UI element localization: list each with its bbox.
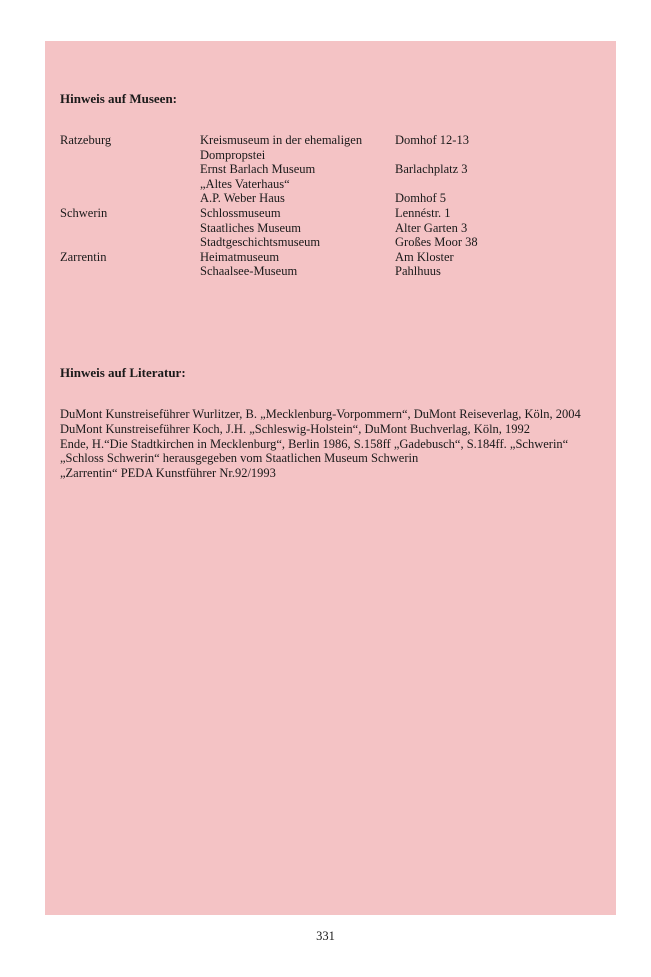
museum-name: Ernst Barlach Museum xyxy=(200,162,316,177)
museum-address: Barlachplatz 3 xyxy=(395,162,468,177)
museum-city: Ratzeburg xyxy=(60,133,112,147)
museum-city xyxy=(60,235,200,250)
page-number: 331 xyxy=(316,929,335,943)
literature-entry: „Schloss Schwerin“ herausgegeben vom Staatlichen Museum Schwerin xyxy=(60,451,419,466)
museum-address xyxy=(395,148,535,163)
museum-address: Alter Garten 3 xyxy=(395,220,468,235)
museum-address: Domhof 5 xyxy=(395,191,447,206)
museum-row xyxy=(60,133,535,148)
museum-city xyxy=(60,264,200,279)
museum-name: Stadtgeschichtsmuseum xyxy=(200,235,321,250)
literature-heading: Hinweis auf Literatur: xyxy=(60,365,186,380)
museums-heading: Hinweis auf Museen: xyxy=(60,91,177,106)
museum-city xyxy=(60,221,200,236)
museum-row xyxy=(60,250,535,265)
museum-row xyxy=(60,264,535,279)
museum-name: Schaalsee-Museum xyxy=(200,264,298,279)
museum-address: Domhof 12-13 xyxy=(395,133,469,147)
museum-city xyxy=(60,162,200,177)
museums-table xyxy=(60,133,535,279)
museum-row xyxy=(60,206,535,221)
museum-name: Heimatmuseum xyxy=(200,249,280,264)
museum-row xyxy=(60,177,535,192)
museum-row xyxy=(60,221,535,236)
museum-address: Pahlhuus xyxy=(395,264,441,279)
literature-entry: Ende, H.“Die Stadtkirchen in Mecklenburg“, Berlin 1986, S.158ff „Gadebusch“, S.184ff. „Schwerin“ xyxy=(60,436,569,451)
museum-address xyxy=(395,177,535,192)
museum-address: Lennéstr. 1 xyxy=(395,205,451,220)
literature-entry: DuMont Kunstreiseführer Koch, J.H. „Schleswig-Holstein“, DuMont Buchverlag, Köln, 1992 xyxy=(60,421,531,436)
literature-entry: DuMont Kunstreiseführer Wurlitzer, B. „Mecklenburg-Vorpommern“, DuMont Reiseverlag, Köln, 2004 xyxy=(60,407,581,421)
museum-name: Dompropstei xyxy=(200,147,266,162)
museum-name: Kreismuseum in der ehemaligen xyxy=(200,133,363,147)
museum-row xyxy=(60,191,535,206)
museum-name: „Altes Vaterhaus“ xyxy=(200,176,290,191)
museum-row xyxy=(60,148,535,163)
museum-address: Am Kloster xyxy=(395,249,454,264)
literature-list xyxy=(60,407,581,481)
museum-row xyxy=(60,162,535,177)
literature-entry: „Zarrentin“ PEDA Kunstführer Nr.92/1993 xyxy=(60,466,276,481)
museum-name: A.P. Weber Haus xyxy=(200,191,285,206)
museum-name: Schlossmuseum xyxy=(200,205,281,220)
museum-city xyxy=(60,177,200,192)
museum-name: Staatliches Museum xyxy=(200,220,302,235)
museum-row xyxy=(60,235,535,250)
museum-city: Schwerin xyxy=(60,205,108,220)
museum-city xyxy=(60,191,200,206)
museum-city: Zarrentin xyxy=(60,249,107,264)
museum-address: Großes Moor 38 xyxy=(395,235,478,250)
museum-city xyxy=(60,148,200,163)
